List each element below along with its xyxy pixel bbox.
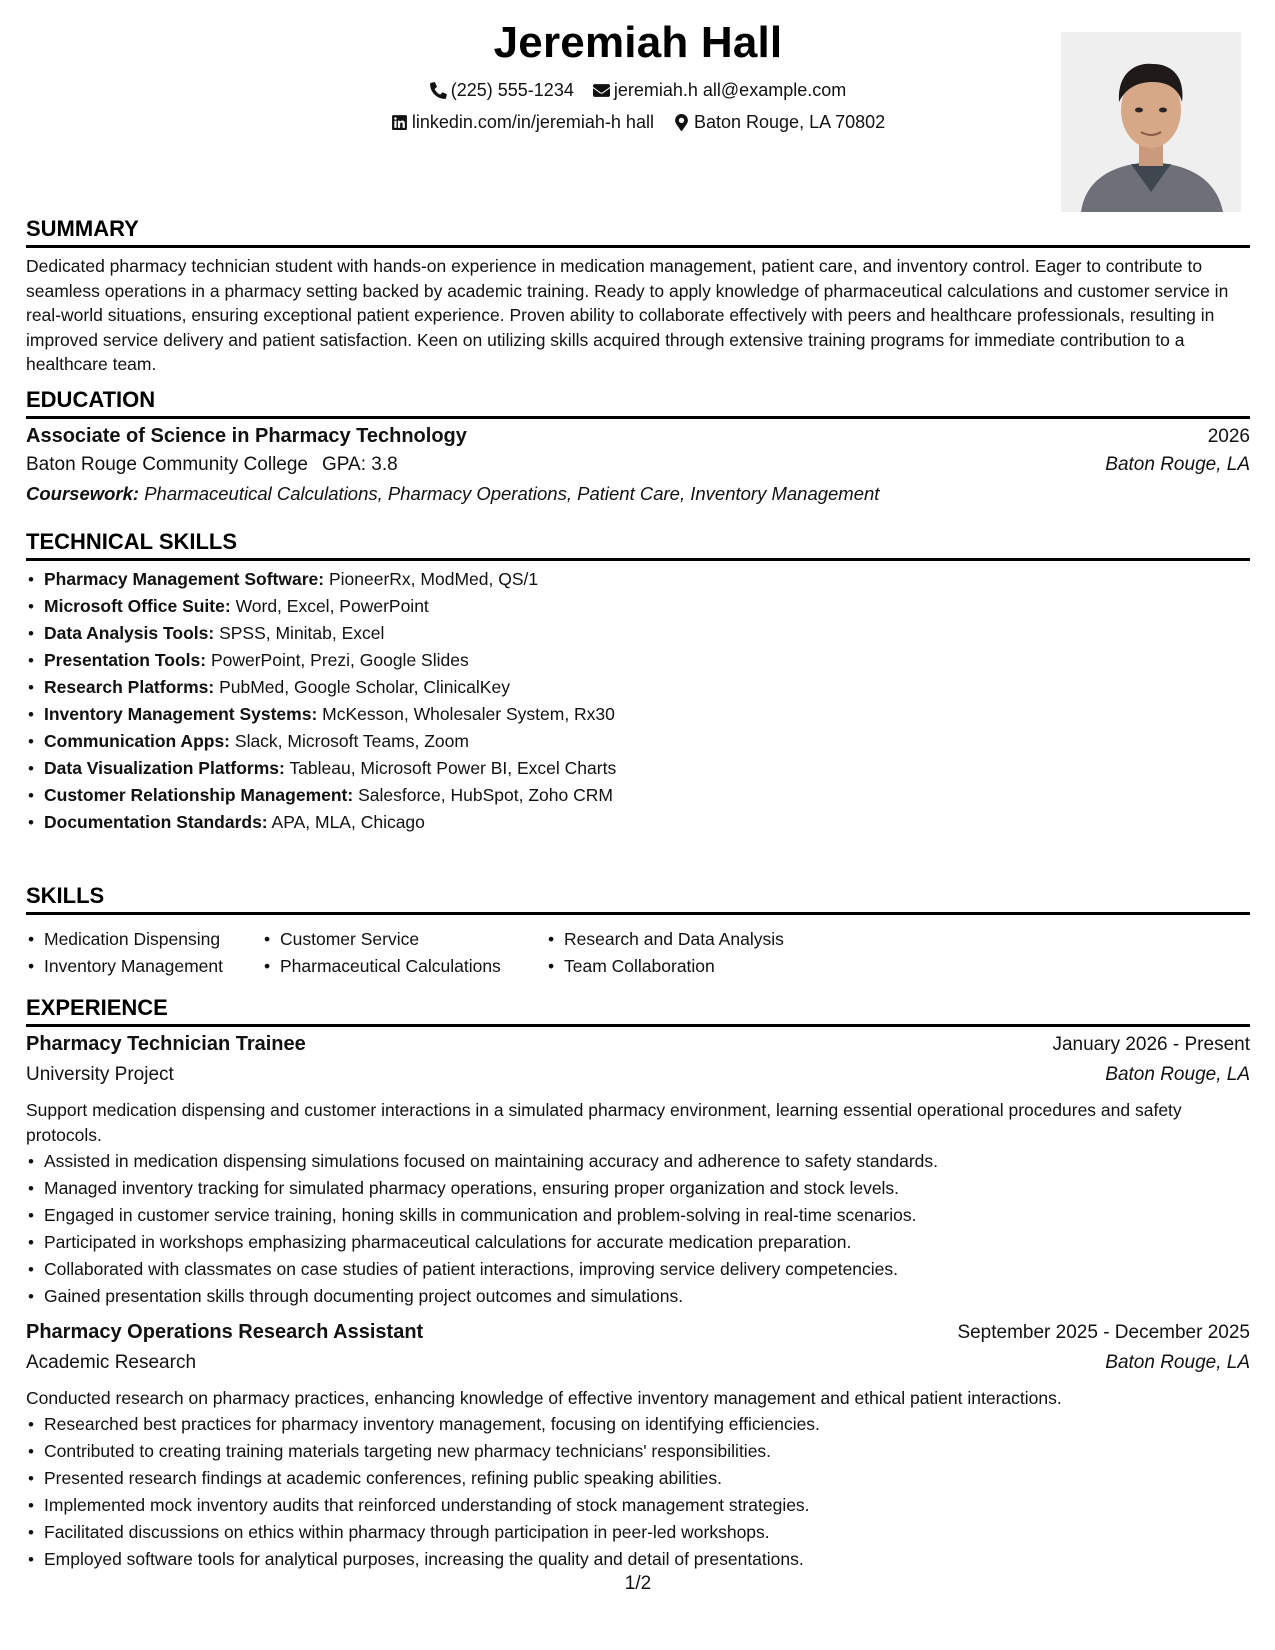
skill-category: Data Analysis Tools: <box>44 623 215 643</box>
list-item: • Inventory Management <box>26 953 262 980</box>
linkedin-contact[interactable] <box>391 112 654 133</box>
job-1-role: Pharmacy Technician Trainee <box>26 1033 306 1055</box>
skill-values: PowerPoint, Prezi, Google Slides <box>210 650 469 670</box>
technical-skills-list <box>26 566 1250 836</box>
school-location: Baton Rouge, LA <box>1105 454 1250 475</box>
email-contact[interactable] <box>593 80 846 101</box>
summary-text: Dedicated pharmacy technician student with hands-on experience in medication management, patient care, and inventory control. Eager to contribute to seamless operations in a pharmacy setting backed by academic training. Ready to apply knowledge of pharmaceutical calculations and customer service in real-world situations, ensuring exceptional patient experience. Proven ability to collaborate effectively with peers and healthcare professionals, resulting in improved service delivery and patient satisfaction. Keen on utilizing skills acquired through extensive training programs for immediate contribution to a healthcare team. <box>26 256 1229 374</box>
summary-rule <box>26 245 1250 248</box>
skill-values: PioneerRx, ModMed, QS/1 <box>328 569 539 589</box>
skill-category: Microsoft Office Suite: <box>44 596 231 616</box>
skill-values: PubMed, Google Scholar, ClinicalKey <box>219 677 510 697</box>
skill-category: Documentation Standards: <box>44 812 268 832</box>
skills-heading: SKILLS <box>26 883 105 908</box>
list-item: • Facilitated discussions on ethics within pharmacy through participation in peer-led workshops. <box>26 1519 1250 1546</box>
job-1-location: Baton Rouge, LA <box>1105 1064 1250 1085</box>
phone-contact[interactable] <box>430 80 574 101</box>
list-item <box>26 809 1250 836</box>
skills-column-3 <box>546 926 846 980</box>
job-2-location: Baton Rouge, LA <box>1105 1352 1250 1373</box>
graduation-year: 2026 <box>1207 426 1250 447</box>
map-pin-icon <box>673 114 690 131</box>
job-1-summary: Support medication dispensing and customer interactions in a simulated pharmacy environment, learning essential operational procedures and safety protocols. <box>26 1100 1182 1145</box>
job-2-dates: September 2025 - December 2025 <box>957 1322 1250 1343</box>
skill-category: Presentation Tools: <box>44 650 207 670</box>
skill-category: Data Visualization Platforms: <box>44 758 285 778</box>
technical-skills-rule <box>26 558 1250 561</box>
job-2-org: Academic Research <box>26 1352 197 1373</box>
list-item <box>26 674 1250 701</box>
skill-category: Customer Relationship Management: <box>44 785 354 805</box>
list-item: • Engaged in customer service training, honing skills in communication and problem-solving in real-time scenarios. <box>26 1202 1250 1229</box>
email-text: jeremiah.h all@example.com <box>613 80 847 100</box>
skill-category: Pharmacy Management Software: <box>44 569 325 589</box>
skill-values: APA, MLA, Chicago <box>271 812 425 832</box>
location-contact <box>673 112 885 133</box>
skill-category: Communication Apps: <box>44 731 231 751</box>
list-item: • Implemented mock inventory audits that reinforced understanding of stock management strategies. <box>26 1492 1250 1519</box>
list-item <box>26 728 1250 755</box>
list-item: • Contributed to creating training materials targeting new pharmacy technicians' responsibilities. <box>26 1438 1250 1465</box>
profile-photo <box>1061 32 1241 212</box>
degree-title: Associate of Science in Pharmacy Technology <box>26 425 467 447</box>
experience-heading: EXPERIENCE <box>26 995 168 1020</box>
summary-heading: SUMMARY <box>26 216 139 241</box>
list-item: • Participated in workshops emphasizing pharmaceutical calculations for accurate medication preparation. <box>26 1229 1250 1256</box>
skill-values: Salesforce, HubSpot, Zoho CRM <box>358 785 613 805</box>
skill-values: Slack, Microsoft Teams, Zoom <box>234 731 469 751</box>
education-school-row <box>26 454 1250 476</box>
education-rule <box>26 416 1250 419</box>
list-item <box>26 647 1250 674</box>
linkedin-icon <box>391 114 408 131</box>
school-block <box>26 454 398 476</box>
job-1-header-row <box>26 1033 1250 1056</box>
list-item: • Managed inventory tracking for simulated pharmacy operations, ensuring proper organization and stock levels. <box>26 1175 1250 1202</box>
list-item: • Team Collaboration <box>546 953 846 980</box>
gpa: GPA: 3.8 <box>322 454 398 475</box>
location-text: Baton Rouge, LA 70802 <box>693 112 886 132</box>
list-item: • Customer Service <box>262 926 546 953</box>
list-item: • Employed software tools for analytical purposes, increasing the quality and detail of presentations. <box>26 1546 1250 1573</box>
resume-page <box>26 0 1250 1650</box>
list-item <box>26 701 1250 728</box>
job-1-bullets <box>26 1148 1250 1310</box>
list-item <box>26 566 1250 593</box>
phone-text: (225) 555-1234 <box>450 80 574 100</box>
coursework-label: Coursework: <box>26 483 140 504</box>
education-degree-row <box>26 425 1250 448</box>
job-1-dates: January 2026 - Present <box>1052 1034 1250 1055</box>
job-2-org-row <box>26 1352 1250 1374</box>
job-1-org-row <box>26 1064 1250 1086</box>
envelope-icon <box>593 82 610 99</box>
education-heading: EDUCATION <box>26 387 156 412</box>
page-number: 1/2 <box>624 1573 652 1594</box>
technical-skills-heading: TECHNICAL SKILLS <box>26 529 238 554</box>
list-item: • Research and Data Analysis <box>546 926 846 953</box>
list-item: • Pharmaceutical Calculations <box>262 953 546 980</box>
candidate-name: Jeremiah Hall <box>493 18 783 67</box>
list-item: • Collaborated with classmates on case studies of patient interactions, improving service delivery competencies. <box>26 1256 1250 1283</box>
skill-values: Tableau, Microsoft Power BI, Excel Charts <box>289 758 617 778</box>
job-1-org: University Project <box>26 1064 174 1085</box>
skills-grid <box>26 926 1250 980</box>
list-item: • Medication Dispensing <box>26 926 262 953</box>
job-2-role: Pharmacy Operations Research Assistant <box>26 1321 424 1343</box>
job-2-bullets <box>26 1411 1250 1573</box>
coursework-list: Pharmaceutical Calculations, Pharmacy Operations, Patient Care, Inventory Management <box>144 483 880 504</box>
list-item <box>26 755 1250 782</box>
job-2-summary: Conducted research on pharmacy practices, enhancing knowledge of effective inventory management and ethical patient interactions. <box>26 1388 1062 1408</box>
skill-values: SPSS, Minitab, Excel <box>219 623 385 643</box>
list-item: • Presented research findings at academic conferences, refining public speaking abilities. <box>26 1465 1250 1492</box>
skill-values: Word, Excel, PowerPoint <box>235 596 429 616</box>
skills-rule <box>26 912 1250 915</box>
list-item <box>26 782 1250 809</box>
coursework-row <box>26 483 1250 505</box>
skills-column-2 <box>262 926 546 980</box>
experience-rule <box>26 1024 1250 1027</box>
list-item <box>26 620 1250 647</box>
list-item: • Gained presentation skills through documenting project outcomes and simulations. <box>26 1283 1250 1310</box>
skill-category: Research Platforms: <box>44 677 215 697</box>
job-2-header-row <box>26 1321 1250 1344</box>
list-item: • Assisted in medication dispensing simulations focused on maintaining accuracy and adherence to safety standards. <box>26 1148 1250 1175</box>
list-item <box>26 593 1250 620</box>
phone-icon <box>430 82 447 99</box>
linkedin-text: linkedin.com/in/jeremiah-h hall <box>411 112 654 132</box>
school-name: Baton Rouge Community College <box>26 454 308 475</box>
skill-category: Inventory Management Systems: <box>44 704 318 724</box>
skill-values: McKesson, Wholesaler System, Rx30 <box>322 704 615 724</box>
skills-column-1 <box>26 926 262 980</box>
list-item: • Researched best practices for pharmacy inventory management, focusing on identifying efficiencies. <box>26 1411 1250 1438</box>
